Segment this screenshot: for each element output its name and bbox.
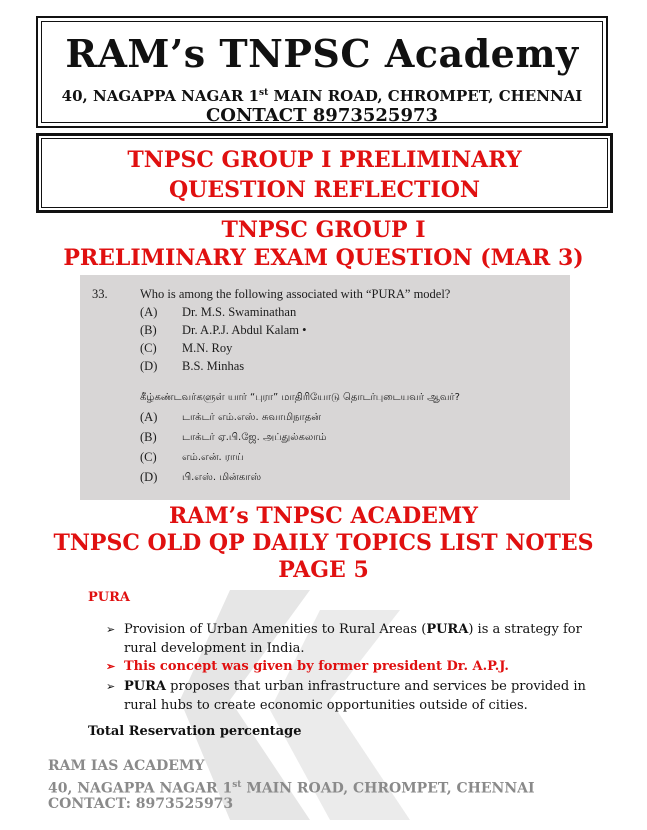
option-text-ta-c: எம்.என். ராய்	[182, 452, 244, 463]
option-letter-ta-a: (A)	[140, 410, 158, 424]
option-letter-ta-b: (B)	[140, 430, 157, 444]
note-bullet-1-text	[124, 620, 594, 658]
footer-address-sup: st	[232, 780, 242, 790]
note-bullet-1	[106, 620, 606, 658]
option-text-ta-d: பி.எஸ். மின்காஸ்	[182, 472, 262, 483]
header-inner-border	[41, 21, 603, 126]
notes-topic: PURA	[88, 590, 131, 605]
option-text-ta-b: டாக்டர் ஏ.பி.ஜே. அப்துல்கலாம்	[182, 432, 327, 443]
footer-name: RAM IAS ACADEMY	[48, 758, 205, 774]
option-letter-ta-d: (D)	[140, 470, 158, 484]
total-reservation-heading: Total Reservation percentage	[88, 724, 302, 739]
option-letter-en-c: (C)	[140, 341, 157, 355]
note-b3-post: proposes that urban infrastructure and services be provided in rural hubs to create economic opportunities outside of cities.	[124, 679, 586, 713]
option-letter-en-a: (A)	[140, 305, 158, 319]
note-b1-bold: PURA	[426, 622, 469, 637]
option-letter-ta-c: (C)	[140, 450, 157, 464]
option-text-en-b: Dr. A.P.J. Abdul Kalam •	[182, 323, 307, 337]
note-bullet-2-text: This concept was given by former president Dr. A.P.J.	[124, 659, 509, 674]
reflection-line2: QUESTION REFLECTION	[169, 177, 480, 203]
note-b3-bold: PURA	[124, 679, 167, 694]
academy-title: RAM’s TNPSC Academy	[65, 31, 579, 76]
option-text-en-a: Dr. M.S. Swaminathan	[182, 305, 297, 319]
reflection-inner	[41, 138, 608, 208]
option-text-en-d: B.S. Minhas	[182, 359, 245, 373]
option-letter-en-b: (B)	[140, 323, 157, 337]
arrow-bullet-icon: ➢	[106, 623, 116, 636]
arrow-bullet-icon: ➢	[106, 660, 116, 673]
footer-address-pre: 40, NAGAPPA NAGAR 1	[48, 780, 233, 797]
header-address	[42, 84, 602, 105]
option-text-en-c: M.N. Roy	[182, 341, 233, 355]
notes-heading-line3: PAGE 5	[278, 557, 369, 583]
header-box	[36, 16, 608, 128]
reflection-box	[36, 133, 613, 213]
question-scan-image	[80, 275, 570, 500]
note-bullet-3	[106, 677, 606, 715]
footer-contact: CONTACT: 8973525973	[48, 796, 234, 812]
option-letter-en-d: (D)	[140, 359, 158, 373]
header-address-post: MAIN ROAD, CHROMPET, CHENNAI	[268, 87, 583, 105]
note-b1-post: ) is a strategy for rural development in India.	[124, 622, 582, 656]
note-b1-pre: Provision of Urban Amenities to Rural Areas (	[124, 622, 427, 637]
question-number: 33.	[92, 287, 108, 301]
option-text-ta-a: டாக்டர் எம்.எஸ். சுவாமிநாதன்	[182, 412, 321, 423]
reflection-line1: TNPSC GROUP I PRELIMINARY	[127, 147, 522, 173]
note-bullet-2	[106, 657, 606, 676]
question-text-ta: கீழ்கண்டவர்களுள் யார் “புரா” மாதிரியோடு தொடர்புடையவர் ஆவர்?	[140, 392, 460, 403]
note-bullet-3-text	[124, 677, 594, 715]
header-address-pre: 40, NAGAPPA NAGAR 1	[61, 87, 260, 105]
question-text-en: Who is among the following associated with “PURA” model?	[140, 287, 451, 301]
exam-heading-line1: TNPSC GROUP I	[221, 217, 426, 243]
header-address-sup: st	[259, 88, 269, 98]
arrow-bullet-icon: ➢	[106, 680, 116, 693]
header-contact: CONTACT 8973525973	[205, 105, 439, 126]
footer-address-post: MAIN ROAD, CHROMPET, CHENNAI	[241, 780, 535, 797]
notes-heading-line1: RAM’s TNPSC ACADEMY	[168, 503, 479, 529]
exam-heading-line2: PRELIMINARY EXAM QUESTION (MAR 3)	[63, 245, 584, 271]
notes-heading-line2: TNPSC OLD QP DAILY TOPICS LIST NOTES	[53, 530, 594, 556]
